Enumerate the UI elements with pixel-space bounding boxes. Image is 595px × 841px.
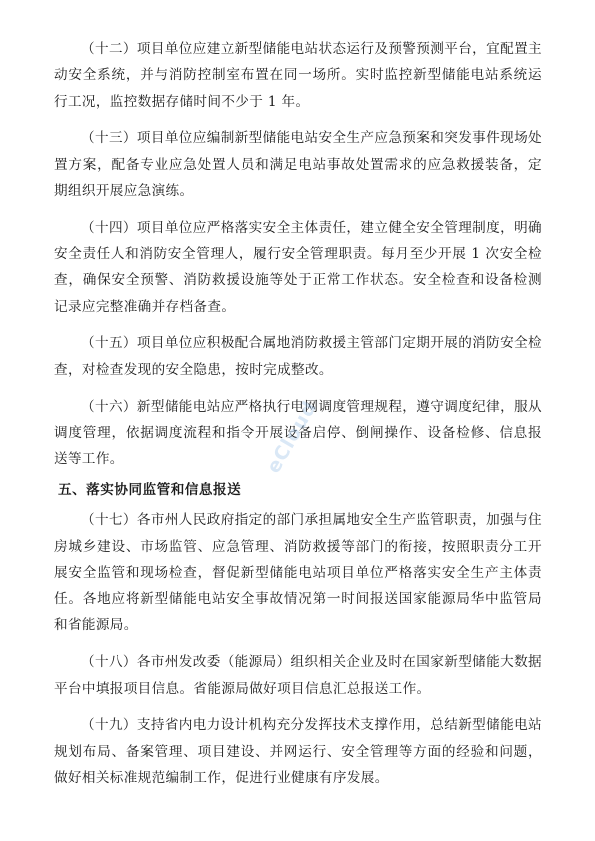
- paragraph-15: （十五）项目单位应积极配合属地消防救援主管部门定期开展的消防安全检查，对检查发现的安全隐患，按时完成整改。: [54, 335, 542, 378]
- paragraph-19: （十九）支持省内电力设计机构充分发挥技术支撑作用，总结新型储能电站规划布局、备案管理、项目建设、并网运行、安全管理等方面的经验和问题，做好相关标准规范编制工作，促进行业健康有序发展。: [54, 717, 542, 786]
- paragraph-12: （十二）项目单位应建立新型储能电站状态运行及预警预测平台，宜配置主动安全系统，并与消防控制室布置在同一场所。实时监控新型储能电站系统运行工况，监控数据存储时间不少于 1 年。: [54, 41, 542, 110]
- paragraph-18: （十八）各市州发改委（能源局）组织相关企业及时在国家新型储能大数据平台中填报项目信息。省能源局做好项目信息汇总报送工作。: [54, 654, 542, 697]
- paragraph-16: （十六）新型储能电站应严格执行电网调度管理规程，遵守调度纪律，服从调度管理，依据调度流程和指令开展设备启停、倒闸操作、设备检修、信息报送等工作。: [54, 398, 542, 468]
- document-body: [54, 36, 542, 802]
- paragraph-13: （十三）项目单位应编制新型储能电站安全生产应急预案和突发事件现场处置方案，配备专业应急处置人员和满足电站事故处置需求的应急救援装备，定期组织开展应急演练。: [54, 130, 542, 199]
- paragraph-14: （十四）项目单位应严格落实安全主体责任，建立健全安全管理制度，明确安全责任人和消防安全管理人，履行安全管理职责。每月至少开展 1 次安全检查，确保安全预警、消防救援设施等处于正常工作状态。安全检查和设备检测记录应完整准确并存档备查。: [54, 219, 542, 315]
- paragraph-17: （十七）各市州人民政府指定的部门承担属地安全生产监管职责，加强与住房城乡建设、市场监管、应急管理、消防救援等部门的衔接，按照职责分工开展安全监管和现场检查，督促新型储能电站项目单位严格落实安全生产主体责任。各地应将新型储能电站安全事故情况第一时间报送国家能源局华中监管局和省能源局。: [54, 512, 542, 634]
- section-heading: 五、落实协同监管和信息报送: [58, 481, 242, 498]
- watermark-logo: eCloud: [262, 397, 322, 477]
